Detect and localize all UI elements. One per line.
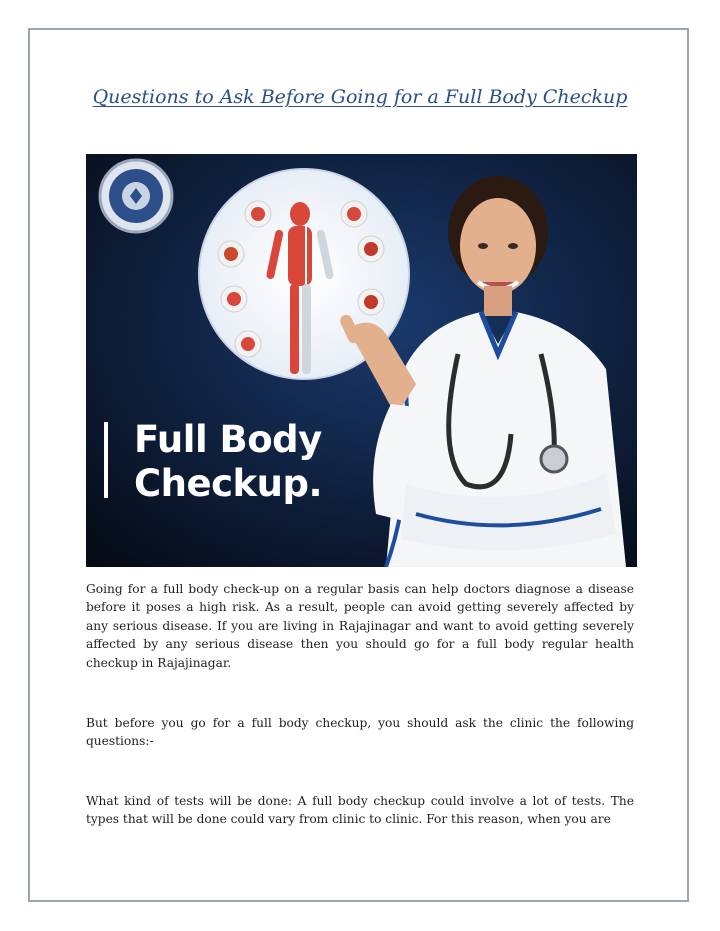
hero-headline-line1: Full Body <box>134 418 322 461</box>
paragraph-intro: Going for a full body check-up on a regular basis can help doctors diagnose a disease before it poses a high risk. As a result, people can avoid getting severely affected by any serious disease. If you are living in Rajajinagar and want to avoid getting severely affected by any serious disease then you should go for a full body regular health checkup in Rajajinagar. <box>86 582 634 670</box>
page-title: Questions to Ask Before Going for a Full Body Checkup <box>92 86 628 108</box>
hero-headline-line2: Checkup. <box>134 462 323 505</box>
paragraph-questions-lead: But before you go for a full body checkup, you should ask the clinic the following questions:- <box>86 716 634 749</box>
clinic-seal-logo <box>100 160 172 232</box>
hero-headline <box>134 418 322 506</box>
hero-image <box>86 154 637 567</box>
headline-bar <box>104 422 108 498</box>
paragraph-tests: What kind of tests will be done: A full body checkup could involve a lot of tests. The types that will be done could vary from clinic to clinic. For this reason, when you are <box>86 794 634 827</box>
